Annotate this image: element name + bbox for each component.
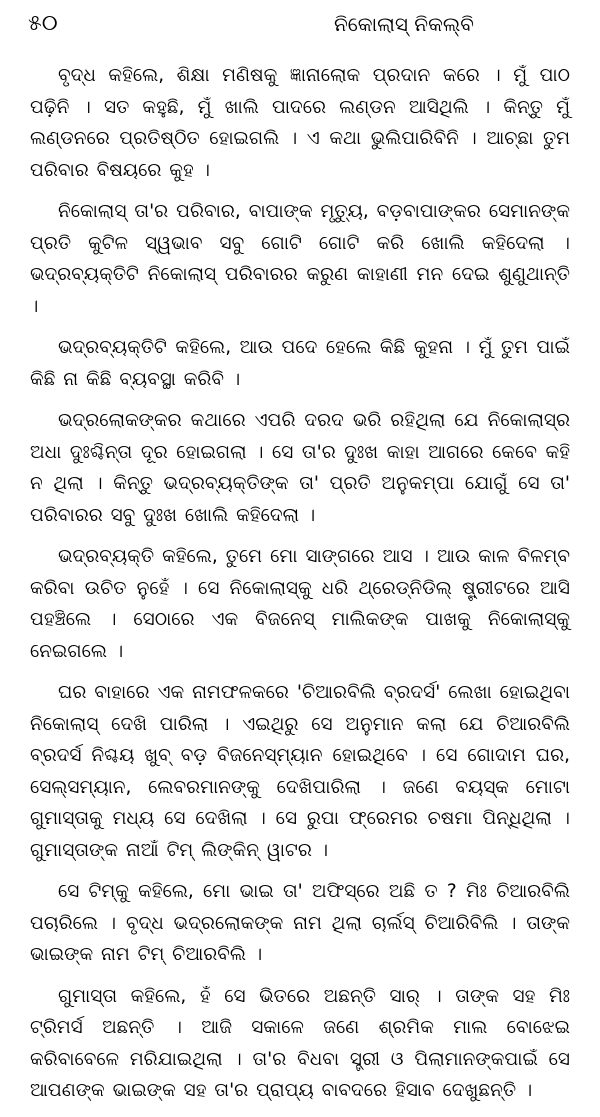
paragraph: ଭଦ୍ରଲୋକଙ୍କର କଥାରେ ଏପରି ଦରଦ ଭରି ରହିଥିଲା ଯେ ନିକୋଲାସ୍‌ର ଅଧା ଦୁଃଶ୍ଚିନ୍ତା ଦୂର ହୋଇଗଲା । ସେ ତା'ର ଦୁଃଖ କାହା ଆଗରେ କେବେ କହି ନ ଥିଲା । କିନ୍ତୁ ଭଦ୍ରବ୍ୟକ୍ତିଙ୍କ ତା' ପ୍ରତି ଅନୁକମ୍ପା ଯୋଗୁଁ ସେ ତା' ପରିବାରର ସବୁ ଦୁଃଖ ଖୋଲି କହିଦେଲା । bbox=[30, 410, 570, 526]
page-number: ୫୦ bbox=[28, 11, 58, 36]
page-header bbox=[24, 4, 576, 44]
paragraph: ଭଦ୍ରବ୍ୟକ୍ତିଟି କହିଲେ, ଆଉ ପଦେ ହେଲେ କିଛି କୁହନା । ମୁଁ ତୁମ ପାଇଁ କିଛି ନା କିଛି ବ୍ୟବସ୍ଥା କରିବି । bbox=[30, 337, 570, 390]
paragraph: ଘର ବାହାରେ ଏକ ନାମଫଳକରେ 'ଚିଆରବିଲି ବ୍ରଦର୍ସ' ଲେଖା ହୋଇଥିବା ନିକୋଲାସ୍ ଦେଖି ପାରିଲା । ଏଇଥିରୁ ସେ ଅନୁମାନ କଲା ଯେ ଚିଆରବିଲି ବ୍ରଦର୍ସ ନିଶ୍ଚୟ ଖୁବ୍ ବଡ଼ ବିଜନେସ୍‌ମ୍ୟାନ ହୋଇଥିବେ । ସେ ଗୋଦାମ ଘର, ସେଲ୍‌ସମ୍ୟାନ, ଲେବରମାନଙ୍କୁ ଦେଖିପାରିଲା । ଜଣେ ବୟସ୍କ ମୋଟା ଗୁମାସ୍ତାକୁ ମଧ୍ୟ ସେ ଦେଖିଲା । ସେ ରୁପା ଫ୍ରେମର ଚଷମା ପିନ୍ଧିଥିଲା । ଗୁମାସ୍ତାଙ୍କ ନାଆଁ ଟିମ୍ ଲିଙ୍କିନ୍ ୱାଟର । bbox=[30, 682, 570, 861]
paragraph: ବୃଦ୍ଧ କହିଲେ, ଶିକ୍ଷା ମଣିଷକୁ ଜ୍ଞାନାଲୋକ ପ୍ରଦାନ କରେ । ମୁଁ ପାଠ ପଢ଼ିନି । ସତ କହୁଛି, ମୁଁ ଖାଲି ପାଦରେ ଲଣ୍ଡନ ଆସିଥିଲି । କିନ୍ତୁ ମୁଁ ଲଣ୍ଡନରେ ପ୍ରତିଷ୍ଠିତ ହୋଇଗଲି । ଏ କଥା ଭୁଲିପାରିବିନି । ଆଚ୍ଛା ତୁମ ପରିବାର ବିଷୟରେ କୁହ । bbox=[30, 65, 570, 181]
paragraph: ସେ ଟିମ୍‌କୁ କହିଲେ, ମୋ ଭାଇ ତା' ଅଫିସ୍‌ରେ ଅଛି ତ ? ମିଃ ଚିଆରବିଲି ପଚାରିଲେ । ବୃଦ୍ଧ ଭଦ୍ରଲୋକଙ୍କ ନାମ ଥିଲା ଚାର୍ଲସ୍ ଚିଆରିବିଲି । ତାଙ୍କ ଭାଇଙ୍କ ନାମ ଟିମ୍ ଚିଆରବିଲି । bbox=[30, 881, 570, 965]
body-text bbox=[30, 60, 570, 1117]
paragraph: ନିକୋଲାସ୍ ତା'ର ପରିବାର, ବାପାଙ୍କ ମୃତ୍ୟୁ, ବଡ଼ବାପାଙ୍କର ସେମାନଙ୍କ ପ୍ରତି କୁଟିଳ ସ୍ୱଭାବ ସବୁ ଗୋଟି ଗୋଟି କରି ଖୋଲି କହିଦେଲା । ଭଦ୍ରବ୍ୟକ୍ତିଟି ନିକୋଲାସ୍ ପରିବାରର କରୁଣ କାହାଣୀ ମନ ଦେଇ ଶୁଣୁଥାନ୍ତି । bbox=[30, 201, 570, 317]
running-title: ନିକୋଲାସ୍ ନିକଲ୍‌ବି bbox=[334, 12, 474, 36]
paragraph: ଗୁମାସ୍ତା କହିଲେ, ହଁ ସେ ଭିତରେ ଅଛନ୍ତି ସାର୍ । ତାଙ୍କ ସହ ମିଃ ଟ୍ରିମର୍ସ ଅଛନ୍ତି । ଆଜି ସକାଳେ ଜଣେ ଶ୍ରମିକ ମାଲ ବୋଝେଇ କରିବାବେଳେ ମରିଯାଇଥିଲା । ତା'ର ବିଧବା ସ୍ତ୍ରୀ ଓ ପିଲାମାନଙ୍କପାଇଁ ସେ ଆପଣଙ୍କ ଭାଇଙ୍କ ସହ ତା'ର ପ୍ରାପ୍ୟ ବାବଦରେ ହିସାବ ଦେଖୁଛନ୍ତି । bbox=[30, 985, 570, 1101]
paragraph: ଭଦ୍ରବ୍ୟକ୍ତି କହିଲେ, ତୁମେ ମୋ ସାଙ୍ଗରେ ଆସ । ଆଉ କାଳ ବିଳମ୍ବ କରିବା ଉଚିତ ନୁହେଁ । ସେ ନିକୋଲାସ୍‌କୁ ଧରି ଥ୍ରେଡ୍‌ନିଡିଲ୍ ଷ୍ଟ୍ରୀଟରେ ଆସି ପହଞ୍ଚିଲେ । ସେଠାରେ ଏକ ବିଜନେସ୍ ମାଲିକଙ୍କ ପାଖକୁ ନିକୋଲାସ୍‌କୁ ନେଇଗଲେ । bbox=[30, 546, 570, 662]
